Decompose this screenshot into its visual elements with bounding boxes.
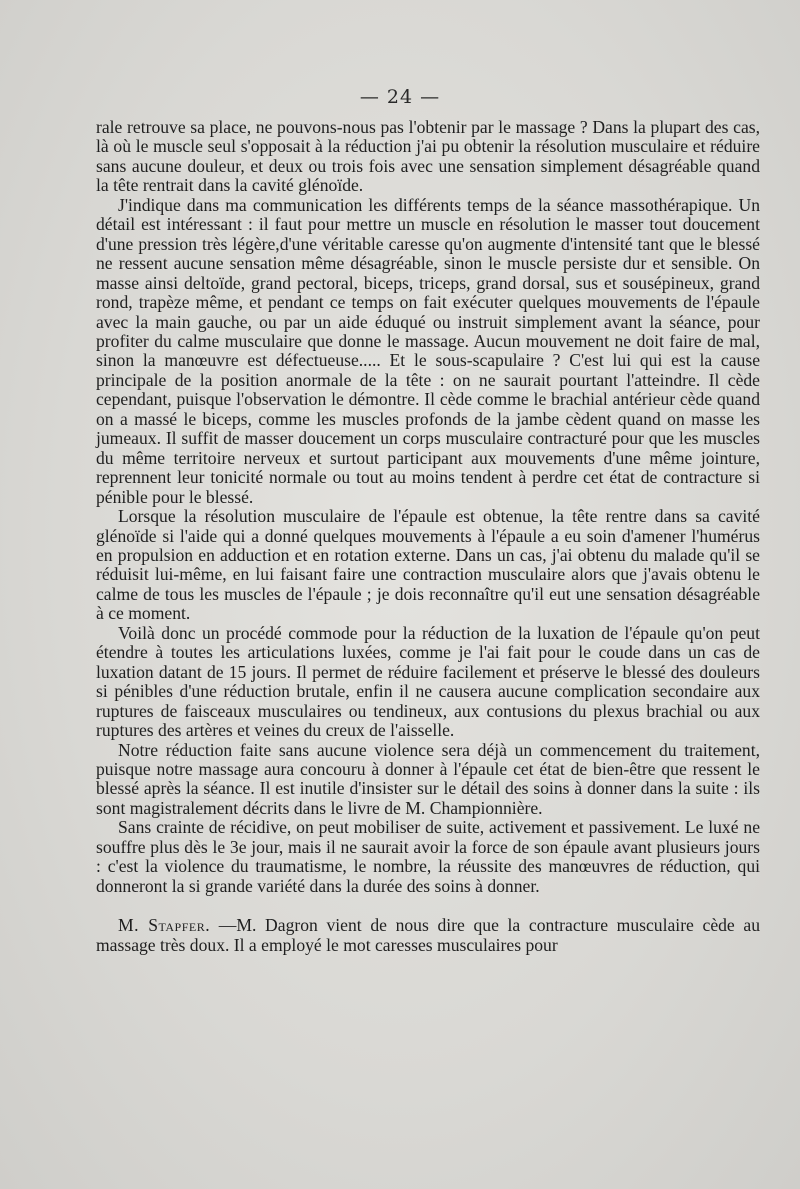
speaker-paragraph: [96, 916, 760, 955]
paragraph: Sans crainte de récidive, on peut mobiliser de suite, activement et passivement. Le luxé ne souffre plus dès le 3e jour, mais il ne saurait avoir la force de son épaule avant plusieurs jours : c'est la violence du traumatisme, le nombre, la réussite des manœuvres de réduction, qui donneront la si grande variété dans la durée des soins à donner.: [96, 817, 760, 896]
paragraph: Voilà donc un procédé commode pour la réduction de la luxation de l'épaule qu'on peut étendre à toutes les articulations luxées, comme je l'ai fait pour le coude dans un cas de luxation datant de 15 jours. Il permet de réduire facilement et préserve le blessé des douleurs si pénibles d'une réduction brutale, enfin il ne causera aucune complication secondaire aux ruptures de faisceaux musculaires ou tendineux, aux contusions du plexus brachial ou aux ruptures des artères et veines du creux de l'aisselle.: [96, 622, 760, 741]
paragraph: J'indique dans ma communication les différents temps de la séance massothérapique. Un détail est intéressant : il faut pour mettre un muscle en résolution le masser tout doucement d'une pression très légère,d'une véritable caresse qu'on augmente d'intensité tant que le blessé ne ressent aucune sensation même désagréable, sinon le muscle persiste dur et sensible. On masse ainsi deltoïde, grand pectoral, biceps, triceps, grand dorsal, sus et sousépineux, grand rond, trapèze même, et pendant ce temps on fait exécuter quelques mouvements de l'épaule avec la main gauche, ou par un aide éduqué ou instruit simplement avant la séance, pour profiter du calme musculaire que donne le massage. Aucun mouvement ne doit faire de mal, sinon la manœuvre est défectueuse..... Et le sous-scapulaire ? C'est lui qui est la cause principale de la position anormale de la tête : on ne saurait pourtant l'atteindre. Il cède cependant, puisque l'observation le démontre. Il cède comme le brachial antérieur cède quand on a massé le biceps, comme les muscles profonds de la jambe cèdent quand on masse les jumeaux. Il suffit de masser doucement un corps musculaire contracturé pour que les muscles du même territoire nerveux et surtout participant aux mouvements d'une même jointure, reprennent leur tonicité normale ou tout au moins tendent à perdre cet état de contracture si pénible pour le blessé.: [96, 194, 760, 507]
body-text: [96, 118, 760, 955]
speaker-name: M. Stapfer.: [118, 915, 211, 936]
paragraph: rale retrouve sa place, ne pouvons-nous pas l'obtenir par le massage ? Dans la plupart des cas, là où le muscle seul s'opposait à la réduction j'ai pu obtenir la résolution musculaire et réduire sans aucune douleur, et deux ou trois fois avec une sensation simplement désagréable quand la tête rentrait dans la cavité glénoïde.: [96, 117, 760, 196]
speaker-text: —M. Dagron vient de nous dire que la contracture musculaire cède au massage très doux. Il a employé le mot caresses musculaires pour: [96, 915, 761, 955]
paragraph: Notre réduction faite sans aucune violence sera déjà un commencement du traitement, puisque notre massage aura concouru à donner à l'épaule cet état de bien-être que ressent le blessé après la séance. Il est inutile d'insister sur le détail des soins à donner dans la suite : ils sont magistralement décrits dans le livre de M. Championnière.: [96, 739, 760, 818]
page-number: — 24 —: [359, 86, 441, 108]
paragraph: Lorsque la résolution musculaire de l'épaule est obtenue, la tête rentre dans sa cavité glénoïde si l'aide qui a donné quelques mouvements à l'épaule a eu soin d'amener l'humérus en propulsion en adduction et en rotation externe. Dans un cas, j'ai obtenu du malade qu'il se réduisit lui-même, en lui faisant faire une contraction musculaire alors que j'avais obtenu le calme de tous les muscles de l'épaule ; je dois reconnaître qu'il eut une sensation désagréable à ce moment.: [96, 506, 760, 624]
